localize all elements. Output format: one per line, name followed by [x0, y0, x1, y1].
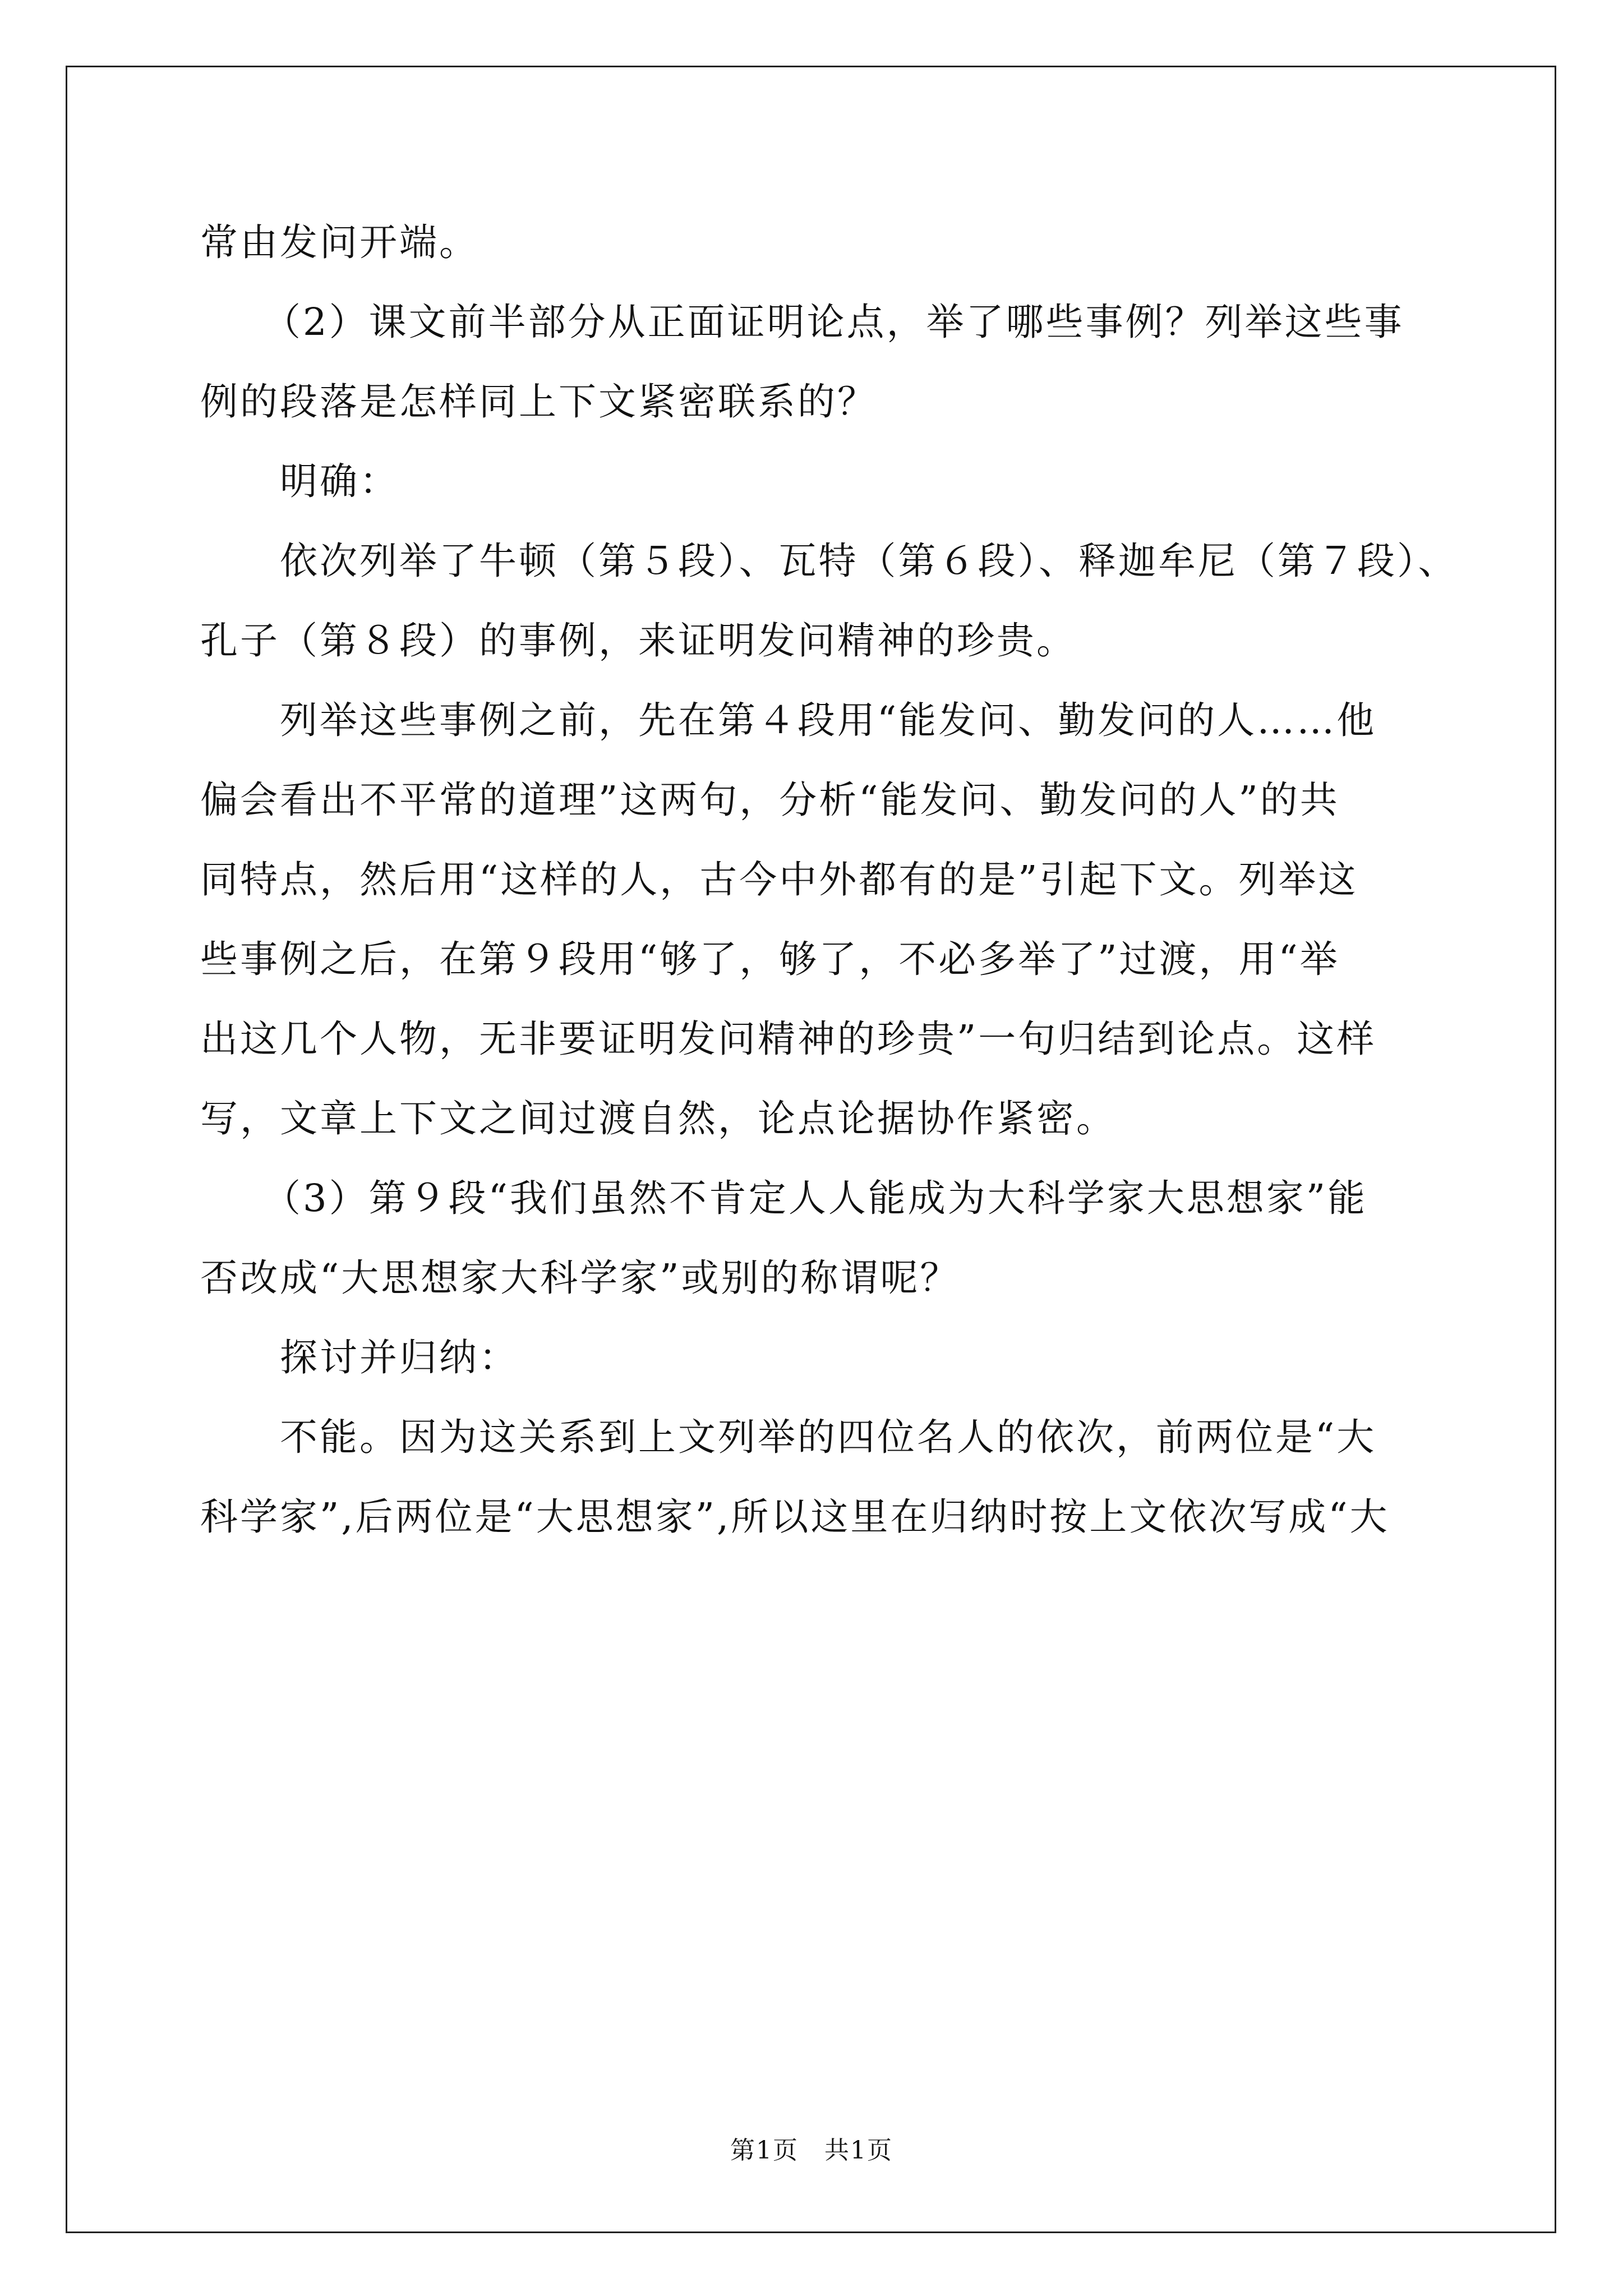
text-line-1: 常由发问开端。	[200, 220, 479, 264]
text-line-8: 偏会看出不平常的道理”这两句，分析“能发问、勤发问的人”的共	[200, 778, 1340, 822]
text-line-12: 写，文章上下文之间过渡自然，论点论据协作紧密。	[200, 1097, 1116, 1140]
text-line-16: 不能。因为这关系到上文列举的四位名人的依次，前两位是“大	[280, 1415, 1377, 1459]
text-line-5: 依次列举了牛顿（第５段）、瓦特（第６段）、释迦牟尼（第７段）、	[280, 539, 1458, 583]
text-line-4: 明确：	[280, 459, 399, 503]
text-line-17: 科学家”,后两位是“大思想家”,所以这里在归纳时按上文依次写成“大	[200, 1495, 1390, 1539]
text-line-10: 些事例之后，在第９段用“够了，够了，不必多举了”过渡，用“举	[200, 937, 1340, 981]
text-line-3: 例的段落是怎样同上下文紧密联系的？	[200, 380, 877, 424]
text-line-7: 列举这些事例之前，先在第４段用“能发问、勤发问的人……他	[280, 698, 1377, 742]
page-footer: 第1页 共1页	[730, 2136, 893, 2165]
text-line-11: 出这几个人物，无非要证明发问精神的珍贵”一句归结到论点。这样	[200, 1017, 1377, 1061]
text-line-15: 探讨并归纳：	[280, 1336, 519, 1379]
text-line-13: （3）第９段“我们虽然不肯定人人能成为大科学家大思想家”能	[263, 1176, 1368, 1220]
text-line-14: 否改成“大思想家大科学家”或别的称谓呢？	[200, 1256, 960, 1300]
text-line-6: 孔子（第８段）的事例，来证明发问精神的珍贵。	[200, 619, 1076, 662]
text-line-9: 同特点，然后用“这样的人，古今中外都有的是”引起下文。列举这	[200, 858, 1358, 901]
text-line-2: （2）课文前半部分从正面证明论点，举了哪些事例？列举这些事	[263, 300, 1404, 344]
